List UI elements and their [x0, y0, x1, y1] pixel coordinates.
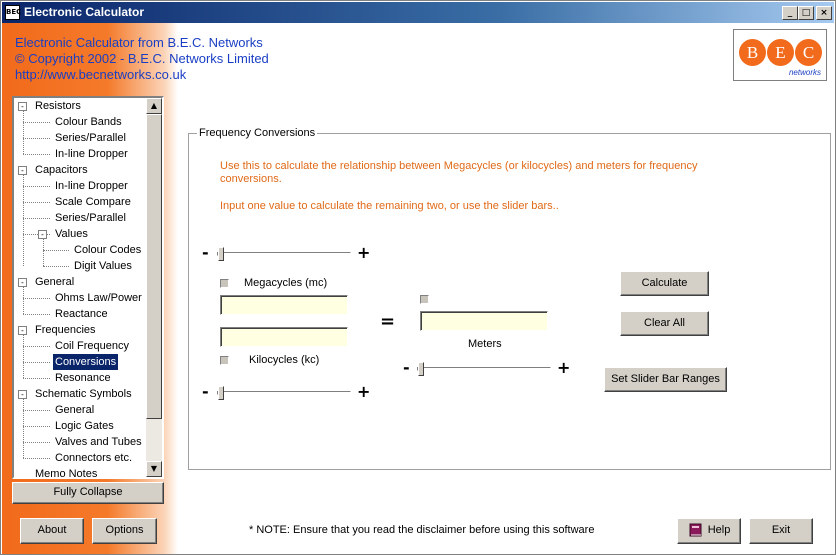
fully-collapse-button[interactable]: Fully Collapse	[12, 482, 164, 504]
tree-connector	[23, 410, 50, 411]
tree-connector	[23, 362, 50, 363]
kc-slider-minus: -	[202, 382, 209, 401]
tree-item-label: Capacitors	[35, 164, 88, 176]
tree-connector	[23, 218, 50, 219]
set-slider-ranges-button[interactable]: Set Slider Bar Ranges	[604, 367, 727, 392]
tree-item[interactable]	[14, 242, 147, 258]
tree-item[interactable]	[14, 226, 147, 242]
instruction-text-2: Input one value to calculate the remaining two, or use the slider bars..	[220, 200, 559, 212]
scroll-up-arrow-icon[interactable]: ▲	[146, 98, 162, 114]
tree-item[interactable]	[14, 466, 147, 479]
tree-connector	[23, 154, 50, 155]
header-copyright: © Copyright 2002 - B.E.C. Networks Limited	[15, 51, 269, 66]
tree-item[interactable]	[14, 322, 147, 338]
header-website: http://www.becnetworks.co.uk	[15, 67, 187, 82]
tree-connector	[23, 399, 24, 458]
tree-item[interactable]	[14, 450, 147, 466]
tree-connector	[23, 346, 50, 347]
tree-item-label: Logic Gates	[55, 420, 114, 432]
navigation-tree[interactable]	[12, 96, 164, 479]
tree-connector	[23, 442, 50, 443]
logo-letter-b: B	[739, 39, 766, 66]
tree-connector	[23, 111, 24, 154]
header-title: Electronic Calculator from B.E.C. Networks	[15, 35, 263, 50]
tree-connector	[23, 175, 24, 266]
tree-connector	[23, 202, 50, 203]
tree-item[interactable]	[14, 98, 147, 114]
disclaimer-note: * NOTE: Ensure that you read the disclaimer before using this software	[249, 524, 595, 536]
tree-collapse-icon[interactable]: -	[18, 166, 27, 175]
tree-item-label: In-line Dropper	[55, 148, 128, 160]
help-book-icon	[688, 523, 704, 537]
window-title: Electronic Calculator	[24, 5, 145, 19]
tree-item[interactable]	[14, 434, 147, 450]
tree-collapse-icon[interactable]: -	[18, 102, 27, 111]
group-title: Frequency Conversions	[199, 127, 316, 139]
tree-item-label: Scale Compare	[55, 196, 131, 208]
tree-connector	[23, 335, 24, 378]
logo-tagline: networks	[788, 68, 821, 77]
tree-item-label: Schematic Symbols	[35, 388, 132, 400]
kilocycles-slider[interactable]	[217, 386, 351, 400]
clear-all-button[interactable]: Clear All	[620, 311, 709, 336]
tree-connector	[23, 314, 50, 315]
tree-item-label: Colour Codes	[74, 244, 142, 256]
title-bar[interactable]	[2, 2, 834, 23]
tree-scrollbar[interactable]	[146, 98, 162, 477]
minimize-button[interactable]: _	[782, 6, 798, 20]
mc-slider-plus: +	[357, 243, 371, 262]
help-button[interactable]	[677, 518, 741, 544]
tree-collapse-icon[interactable]: -	[18, 278, 27, 287]
kilocycles-label: Kilocycles (kc)	[249, 354, 320, 366]
tree-connector	[23, 287, 24, 314]
tree-item[interactable]	[14, 178, 147, 194]
header-info	[15, 35, 269, 83]
tree-item[interactable]	[14, 338, 147, 354]
kilocycles-radio[interactable]	[220, 356, 229, 365]
meters-radio[interactable]	[420, 295, 429, 304]
instruction-text-1: Use this to calculate the relationship between Megacycles (or kilocycles) and meters for frequency conversions.	[220, 160, 698, 185]
logo-letter-e: E	[767, 39, 794, 66]
tree-connector	[23, 298, 50, 299]
m-slider-minus: -	[403, 358, 410, 377]
tree-item[interactable]	[14, 114, 147, 130]
tree-item[interactable]	[14, 130, 147, 146]
slider-track	[217, 391, 351, 395]
about-button[interactable]: About	[20, 518, 84, 544]
tree-item[interactable]	[14, 194, 147, 210]
megacycles-slider[interactable]	[217, 247, 351, 261]
kilocycles-input[interactable]	[220, 327, 348, 347]
kc-slider-plus: +	[357, 382, 371, 401]
tree-item[interactable]	[14, 290, 147, 306]
scroll-down-arrow-icon[interactable]: ▼	[146, 461, 162, 477]
tree-item-label: In-line Dropper	[55, 180, 128, 192]
tree-collapse-icon[interactable]: -	[18, 326, 27, 335]
tree-item-label: Colour Bands	[55, 116, 122, 128]
tree-item-label: Digit Values	[74, 260, 132, 272]
bec-logo	[733, 29, 827, 81]
tree-item[interactable]	[14, 306, 147, 322]
tree-item-label: General	[35, 276, 75, 288]
calculate-button[interactable]: Calculate	[620, 271, 709, 296]
slider-knob[interactable]	[218, 247, 224, 261]
tree-item-label: Valves and Tubes	[55, 436, 142, 448]
tree-item[interactable]	[14, 258, 147, 274]
tree-item[interactable]	[14, 162, 147, 178]
slider-track	[217, 252, 351, 256]
tree-collapse-icon[interactable]: -	[38, 230, 47, 239]
tree-connector	[43, 239, 44, 266]
tree-item-label: Resistors	[35, 100, 81, 112]
slider-knob[interactable]	[218, 386, 224, 400]
tree-item[interactable]	[14, 370, 147, 386]
options-button[interactable]: Options	[92, 518, 157, 544]
tree-connector	[43, 250, 69, 251]
tree-item-label: Coil Frequency	[55, 340, 129, 352]
tree-connector	[23, 378, 50, 379]
tree-item-label: Reactance	[55, 308, 108, 320]
meters-input[interactable]	[420, 311, 548, 331]
tree-item-label: Series/Parallel	[55, 212, 126, 224]
tree-connector	[43, 266, 69, 267]
tree-item-label: Conversions	[55, 356, 117, 368]
tree-connector	[23, 186, 50, 187]
tree-item[interactable]	[14, 274, 147, 290]
tree-item-label: Frequencies	[35, 324, 96, 336]
tree-collapse-icon[interactable]: -	[18, 390, 27, 399]
tree-item[interactable]	[14, 210, 147, 226]
app-icon: BEC	[5, 5, 20, 20]
megacycles-input[interactable]	[220, 295, 348, 315]
tree-item[interactable]	[14, 354, 147, 370]
tree-connector	[23, 426, 50, 427]
tree-item[interactable]	[14, 418, 147, 434]
close-button[interactable]: ×	[816, 6, 832, 20]
tree-item[interactable]	[14, 146, 147, 162]
mc-slider-minus: -	[202, 243, 209, 262]
meters-slider[interactable]	[417, 362, 551, 376]
tree-item[interactable]	[14, 386, 147, 402]
logo-letter-c: C	[795, 39, 822, 66]
tree-connector	[23, 122, 50, 123]
tree-item-label: Resonance	[55, 372, 111, 384]
tree-item-label: Ohms Law/Power	[55, 292, 142, 304]
tree-item-label: General	[55, 404, 95, 416]
tree-connector	[23, 458, 50, 459]
tree-item-label: Memo Notes	[35, 468, 98, 479]
exit-button[interactable]: Exit	[749, 518, 813, 544]
megacycles-radio[interactable]	[220, 279, 229, 288]
meters-label: Meters	[468, 338, 502, 350]
tree-item-label: Connectors etc.	[55, 452, 133, 464]
megacycles-label: Megacycles (mc)	[244, 277, 328, 289]
equals-sign: =	[380, 311, 396, 332]
slider-knob[interactable]	[418, 362, 424, 376]
maximize-button[interactable]: □	[798, 6, 814, 20]
tree-connector	[23, 138, 50, 139]
tree-item[interactable]	[14, 402, 147, 418]
help-label: Help	[707, 524, 731, 536]
m-slider-plus: +	[557, 358, 571, 377]
tree-item-label: Values	[55, 228, 88, 240]
slider-track	[417, 367, 551, 371]
scroll-thumb[interactable]	[146, 114, 162, 419]
tree-item-label: Series/Parallel	[55, 132, 126, 144]
